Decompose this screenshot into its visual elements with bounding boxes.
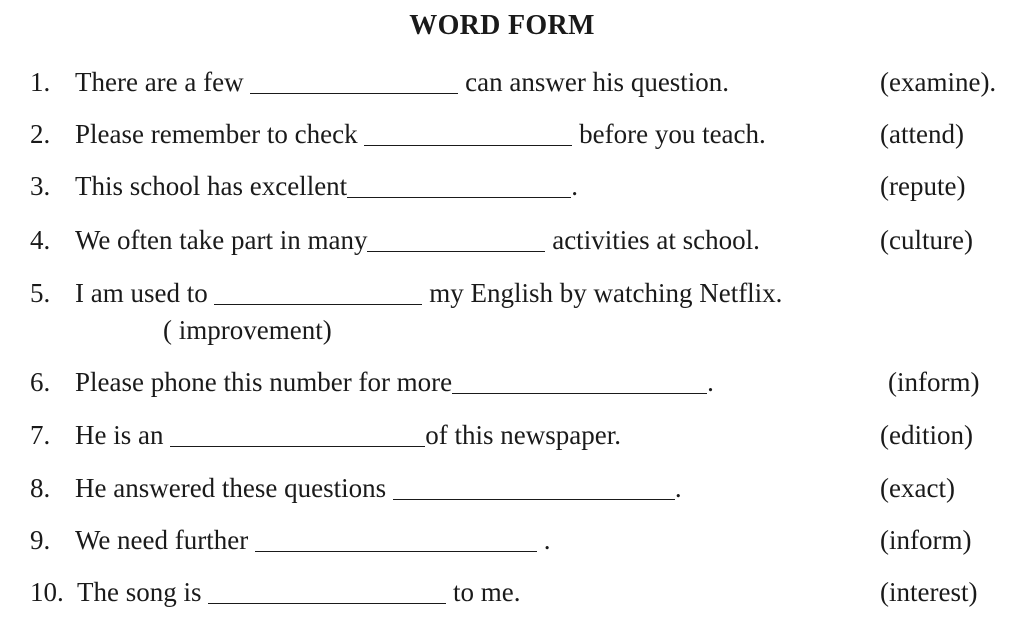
sentence-after-blank: .: [674, 473, 682, 503]
word-hint: ( improvement): [163, 315, 332, 345]
exercise-item-2: [0, 114, 1024, 154]
sentence-after-blank: my English by watching Netflix.: [422, 278, 783, 308]
word-hint: (exact): [880, 473, 955, 503]
sentence-after-blank: activities at school.: [545, 225, 760, 255]
exercise-item-6: [0, 362, 1024, 402]
sentence-before-blank: There are a few: [75, 67, 251, 97]
sentence-before-blank: This school has excellent: [75, 171, 348, 201]
answer-blank[interactable]: [255, 523, 537, 552]
answer-blank[interactable]: [208, 575, 446, 604]
item-number: 8.: [30, 473, 51, 503]
answer-blank[interactable]: [364, 117, 572, 146]
word-hint: (examine).: [880, 67, 997, 97]
exercise-item-8: [0, 468, 1024, 508]
answer-blank[interactable]: [347, 169, 571, 198]
answer-blank[interactable]: [367, 223, 545, 252]
exercise-item-10: [0, 572, 1024, 612]
exercise-item-3: [0, 166, 1024, 206]
sentence-before-blank: He answered these questions: [75, 473, 393, 503]
answer-blank[interactable]: [214, 276, 422, 305]
item-number: 4.: [30, 225, 51, 255]
sentence-after-blank: .: [571, 171, 578, 201]
sentence-after-blank: can answer his question.: [458, 67, 730, 97]
item-sentence: [75, 520, 550, 560]
exercise-item-5: [0, 273, 1024, 313]
worksheet-title: WORD FORM: [409, 10, 595, 41]
exercise-item-7: [0, 415, 1024, 455]
word-hint: (interest): [880, 577, 978, 607]
sentence-before-blank: Please remember to check: [75, 119, 365, 149]
sentence-before-blank: Please phone this number for more: [75, 367, 453, 397]
item-number: 2.: [30, 119, 51, 149]
item-sentence: [75, 273, 782, 313]
item-sentence: [75, 468, 682, 508]
item-sentence: [75, 114, 766, 154]
item-number: 6.: [30, 367, 51, 397]
sentence-after-blank: to me.: [446, 577, 521, 607]
sentence-before-blank: We often take part in many: [75, 225, 368, 255]
sentence-before-blank: We need further: [75, 525, 255, 555]
item-sentence: [75, 362, 714, 402]
item-number: 5.: [30, 278, 51, 308]
item-sentence: [75, 220, 760, 260]
word-hint: (repute): [880, 171, 966, 201]
item-number: 1.: [30, 67, 51, 97]
item-sentence: [75, 166, 578, 206]
item-sentence: [77, 572, 521, 612]
item-sentence: [75, 415, 621, 455]
exercise-item-9: [0, 520, 1024, 560]
sentence-after-blank: .: [536, 525, 551, 555]
item-sentence: [75, 62, 729, 102]
answer-blank[interactable]: [452, 365, 707, 394]
exercise-item-4: [0, 220, 1024, 260]
answer-blank[interactable]: [393, 471, 675, 500]
sentence-before-blank: He is an: [75, 420, 171, 450]
answer-blank[interactable]: [170, 418, 425, 447]
sentence-before-blank: The song is: [77, 577, 209, 607]
word-hint: (inform): [880, 525, 972, 555]
item-number: 9.: [30, 525, 51, 555]
item-number: 7.: [30, 420, 51, 450]
word-hint: (edition): [880, 420, 973, 450]
item-number: 10.: [30, 577, 64, 607]
sentence-after-blank: .: [707, 367, 714, 397]
word-hint: (culture): [880, 225, 973, 255]
answer-blank[interactable]: [250, 65, 458, 94]
word-hint: (inform): [888, 367, 980, 397]
sentence-before-blank: I am used to: [75, 278, 215, 308]
sentence-after-blank: of this newspaper.: [425, 420, 621, 450]
word-hint: (attend): [880, 119, 964, 149]
sentence-after-blank: before you teach.: [572, 119, 766, 149]
exercise-item-1: [0, 62, 1024, 102]
item-number: 3.: [30, 171, 51, 201]
